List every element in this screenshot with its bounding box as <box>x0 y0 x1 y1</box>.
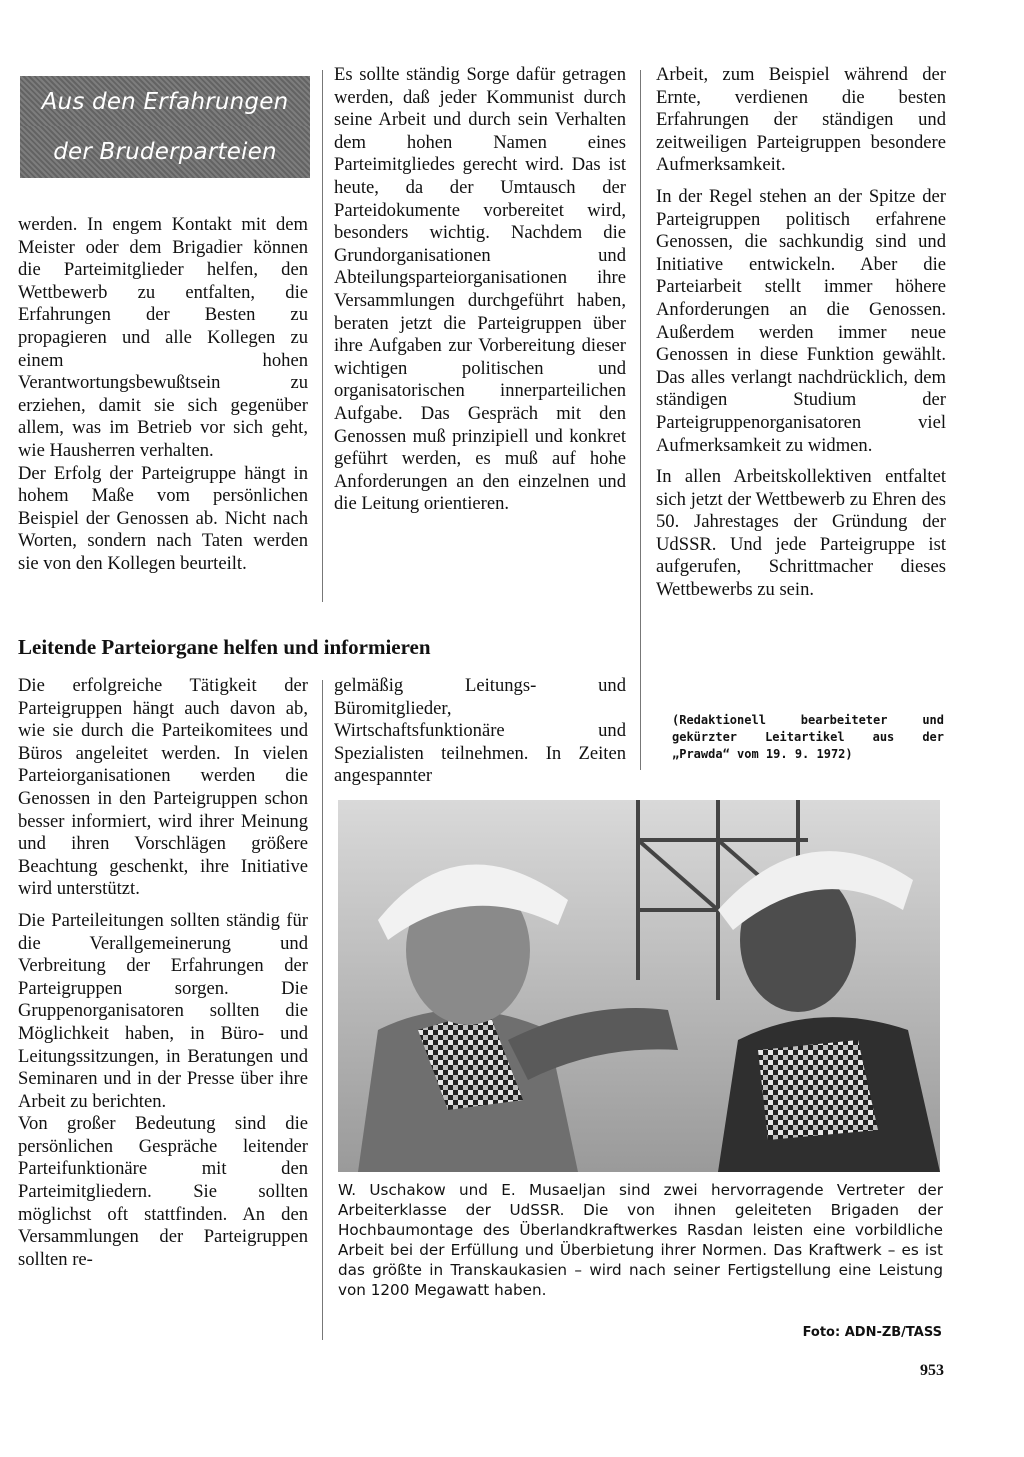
banner-text-1: Aus den Erfahrungen <box>41 89 289 115</box>
column-rule <box>322 680 323 1340</box>
column-middle <box>334 64 626 525</box>
workers-photo <box>338 800 940 1172</box>
paragraph: werden. In engem Kontakt mit dem Meister oder dem Brigadier können die Parteimitglieder helfen, den Wettbewerb zu entfalten, die Erfahrungen der Besten zu propagieren und alle Kollegen zu einem hohen Verantwortungsbewußtsein zu erziehen, damit sie sich gegenüber allem, was im Betrieb vor sich geht, wie Hausherren verhalten. <box>18 214 308 461</box>
paragraph: Die Parteileitungen sollten ständig für die Verallgemeinerung und Verbreitung der Erfahrungen der Parteigruppen sorgen. Die Gruppenorganisatoren sollten die Möglichkeit haben, in Büro- und Leitungssitzungen, in Beratungen und Seminaren und in der Presse über ihre Arbeit zu berichten. <box>18 909 308 1112</box>
section-banner-line-1 <box>20 76 310 128</box>
column-right <box>656 64 946 611</box>
column-rule <box>322 70 323 602</box>
column-rule <box>640 70 641 770</box>
paragraph: In allen Arbeitskollektiven entfaltet sich jetzt der Wettbewerb zu Ehren des 50. Jahrestages der Gründung der UdSSR. Und jede Parteigruppe ist aufgerufen, Schrittmacher dieses Wettbewerbs zu sein. <box>656 466 946 601</box>
photo-caption: W. Uschakow und E. Musaeljan sind zwei hervorragende Vertreter der Arbeiterklasse der UdSSR. Die von ihnen geleiteten Brigaden der Hochbaumontage des Überlandkraftwerkes Rasdan leisten eine vorbildliche Arbeit bei der Erfüllung und Überbietung ihrer Normen. Das Kraftwerk – es ist das größte in Transkaukasien – wird nach seiner Fertigstellung eine Leistung von 1200 Megawatt haben. <box>338 1181 943 1299</box>
paragraph: Es sollte ständig Sorge dafür getragen werden, daß jeder Kommunist durch seine Arbeit und durch sein Verhalten dem hohen Namen eines Parteimitgliedes gerecht wird. Das ist heute, da der Umtausch der Parteidokumente vorbereitet wird, besonders wichtig. Nachdem die Grundorganisationen und Abteilungsparteiorganisationen ihre Versammlungen durchgeführt haben, beraten jetzt die Parteigruppen über ihre Aufgaben zur Vorbereitung dieser wichtigen politischen und organisatorischen innerparteilichen Aufgabe. Das Gespräch mit den Genossen muß prinzipiell und konkret geführt werden, es muß auf hohe Anforderungen an den einzelnen und die Leitung orientieren. <box>334 64 626 515</box>
section-heading: Leitende Parteiorgane helfen und informieren <box>18 635 431 659</box>
column-lower-left <box>18 675 308 1280</box>
source-note: (Redaktionell bearbeiteter und gekürzter Leitartikel aus der „Prawda“ vom 19. 9. 1972) <box>672 713 944 761</box>
paragraph: Der Erfolg der Parteigruppe hängt in hohem Maße vom persönlichen Beispiel der Genossen ab. Nicht nach Worten, sondern nach Taten werden sie von den Kollegen beurteilt. <box>18 462 308 574</box>
column-lower-middle <box>334 675 626 797</box>
page-number: 953 <box>920 1362 944 1379</box>
photo-illustration <box>338 800 940 1172</box>
banner-text-2: der Bruderparteien <box>53 139 277 165</box>
paragraph: Arbeit, zum Beispiel während der Ernte, verdienen die besten Erfahrungen der ständigen und zeitweiligen Parteigruppen besondere Aufmerksamkeit. <box>656 64 946 176</box>
paragraph: In der Regel stehen an der Spitze der Parteigruppen politisch erfahrene Genossen, die sachkundig sind und Initiative entwickeln. Aber die Parteiarbeit stellt immer höhere Anforderungen an die Genossen. Außerdem werden immer neue Genossen in diese Funktion gewählt. Das alles verlangt nachdrücklich, dem ständigen Studium der Parteigruppenorganisatoren viel Aufmerksamkeit zu widmen. <box>656 185 946 456</box>
column-left <box>18 214 308 585</box>
paragraph: gelmäßig Leitungs- und Büromitglieder, Wirtschaftsfunktionäre und Spezialisten teilnehmen. In Zeiten angespannter <box>334 675 626 787</box>
section-banner-line-2 <box>20 126 310 178</box>
photo-credit: Foto: ADN-ZB/TASS <box>802 1325 942 1340</box>
paragraph: Die erfolgreiche Tätigkeit der Parteigruppen hängt auch davon ab, wie sie durch die Parteikomitees und Büros angeleitet werden. In vielen Parteiorganisationen werden die Genossen in den Parteigruppen schon besser informiert, wird ihrer Meinung und ihren Vorschlägen größere Beachtung geschenkt, ihre Initiative wird unterstützt. <box>18 675 308 900</box>
paragraph: Von großer Bedeutung sind die persönlichen Gespräche leitender Parteifunktionäre mit den Parteimitgliedern. Sie sollten möglichst oft stattfinden. An den Versammlungen der Parteigruppen sollten re- <box>18 1113 308 1270</box>
